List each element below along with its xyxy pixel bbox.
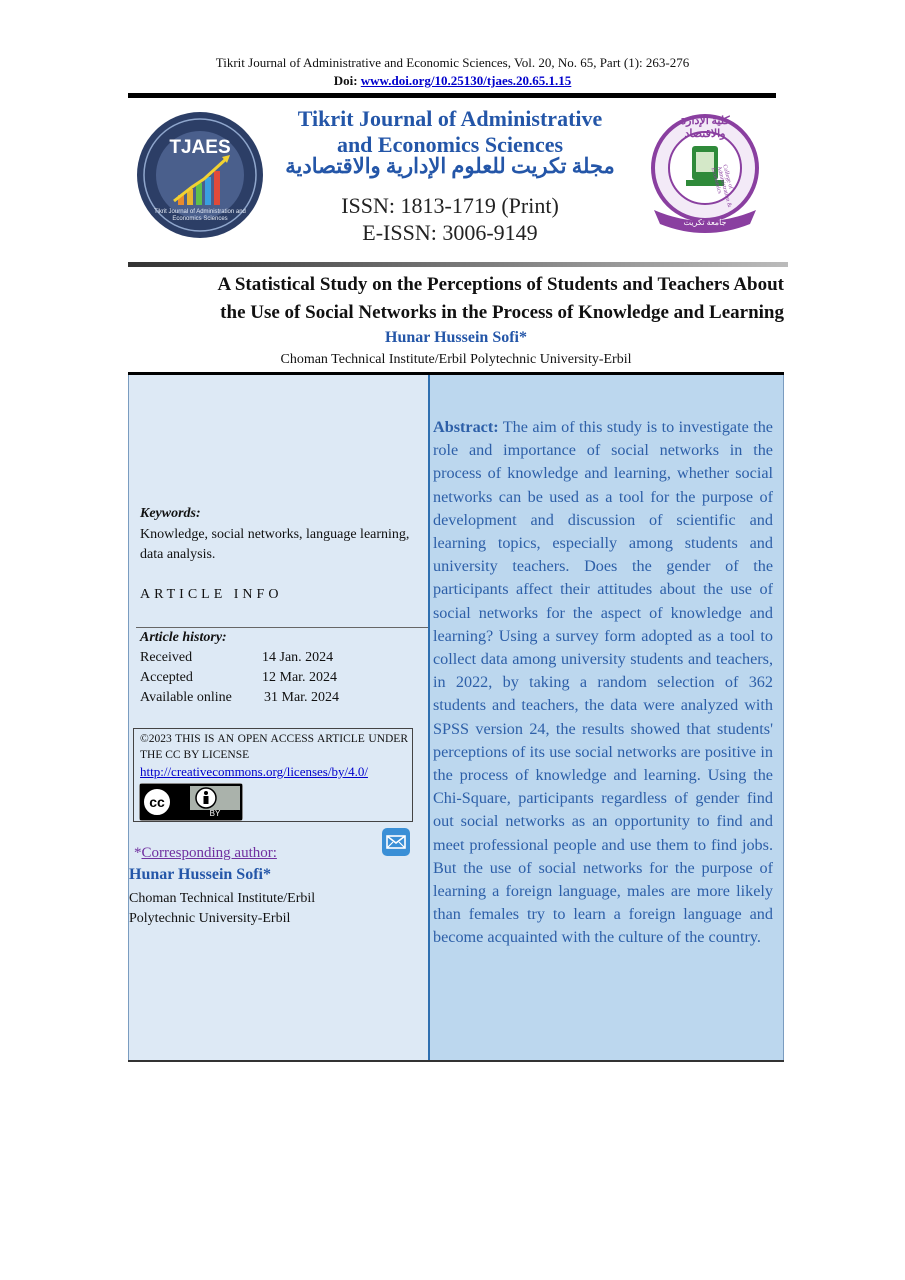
tjaes-logo-text: TJAES (169, 137, 231, 158)
issn-electronic: E-ISSN: 3006-9149 (362, 220, 538, 245)
cc-by-badge[interactable] (139, 783, 243, 821)
history-date: 31 Mar. 2024 (264, 690, 340, 705)
license-link[interactable]: http://creativecommons.org/licenses/by/4.0/ (140, 764, 368, 779)
corresponding-author-label (134, 845, 277, 862)
panel-right-border (783, 375, 784, 1061)
abstract-label: Abstract: (433, 418, 499, 436)
corresponding-author-affiliation (129, 889, 409, 929)
doi-link[interactable]: www.doi.org/10.25130/tjaes.20.65.1.15 (360, 73, 572, 88)
svg-text:cc: cc (149, 794, 165, 810)
journal-name-en-1: Tikrit Journal of Administrative (297, 106, 603, 131)
keywords-label: Keywords: (140, 506, 201, 521)
college-seal-english: College of Administration & Economics (709, 164, 734, 209)
article-info-rule (136, 627, 428, 628)
article-author: Hunar Hussein Sofi* (385, 329, 527, 346)
tjaes-logo-ring-text: Tikrit Journal of Administration and Economics Sciences (154, 209, 246, 222)
history-row-accepted (140, 670, 400, 686)
college-seal-ribbon: جامعة تكريت (683, 218, 727, 227)
history-label: Accepted (140, 670, 193, 685)
abstract-body (433, 416, 773, 950)
history-row-online (140, 690, 400, 706)
article-title-line-2: the Use of Social Networks in the Process of Knowledge and Learning (220, 302, 784, 323)
corresponding-star: * (134, 845, 142, 861)
masthead-rule (128, 262, 788, 267)
history-date: 14 Jan. 2024 (262, 650, 334, 665)
history-date: 12 Mar. 2024 (262, 670, 338, 685)
abstract-text: The aim of this study is to investigate the role and importance of social networks in the process of knowledge and learning, whether social networks can be used as a tool for the purpose of development and discussion of scientific and learning topics, especially among students and university teachers. Does the gender of the participants affect their attitudes about the use of social networks for the aspect of knowledge and learning? Using a survey form adopted as a tool to collect data among university students and teachers, in 2022, by taking a random selection of 362 students and teachers, the data were analyzed with SPSS version 24, the results showed that students' perceptions of its use social networks are positive in the process of knowledge and learning. Using the Chi-Square, participants regardless of gender find out social networks as an opportunity to find and meet professional people and use them to find jobs. But the use of social networks for the purpose of learning a foreign language, males are more likely than females try to learn a foreign language and become acquainted with the culture of the country. (433, 418, 773, 947)
article-affiliation: Choman Technical Institute/Erbil Polytechnic University-Erbil (280, 352, 632, 367)
college-seal-arabic: كلية الإدارة والاقتصاد (680, 115, 730, 140)
doi-line (0, 73, 905, 89)
corresponding-author-name: Hunar Hussein Sofi* (129, 866, 271, 883)
issn-print: ISSN: 1813-1719 (Print) (341, 193, 559, 218)
panel-top-rule (128, 372, 784, 375)
journal-name-en-2: and Economics Sciences (336, 132, 564, 157)
article-title-line-1: A Statistical Study on the Perceptions of Students and Teachers About (217, 274, 784, 295)
article-history-label: Article history: (140, 630, 227, 645)
corresponding-affil-line-2: Polytechnic University-Erbil (129, 911, 291, 926)
keywords-text: Knowledge, social networks, language learning, data analysis. (140, 527, 410, 562)
journal-citation: Tikrit Journal of Administrative and Economic Sciences, Vol. 20, No. 65, Part (1): 263-276 (215, 55, 690, 70)
history-row-received (140, 650, 400, 666)
college-seal-logo (634, 110, 776, 240)
tjaes-logo (136, 111, 264, 239)
cc-badge-by-text: BY (209, 809, 221, 818)
corresponding-label-text[interactable]: Corresponding author: (141, 845, 277, 861)
journal-name-ar: مجلة تكريت للعلوم الإدارية والاقتصادية (285, 154, 615, 178)
history-label: Available online (140, 690, 232, 705)
panel-bottom-rule (128, 1060, 784, 1062)
license-text: ©2023 THIS IS AN OPEN ACCESS ARTICLE UNDER THE CC BY LICENSE (140, 733, 408, 761)
panel-divider (428, 375, 430, 1061)
panel-left-border (128, 375, 129, 1061)
article-info-heading: ARTICLE INFO (140, 587, 283, 602)
doi-label: Doi: (333, 73, 358, 88)
article-info-panel (129, 375, 428, 1061)
corresponding-affil-line-1: Choman Technical Institute/Erbil (129, 891, 316, 906)
history-label: Received (140, 650, 193, 665)
email-icon[interactable] (382, 828, 410, 856)
header-rule (128, 93, 776, 98)
